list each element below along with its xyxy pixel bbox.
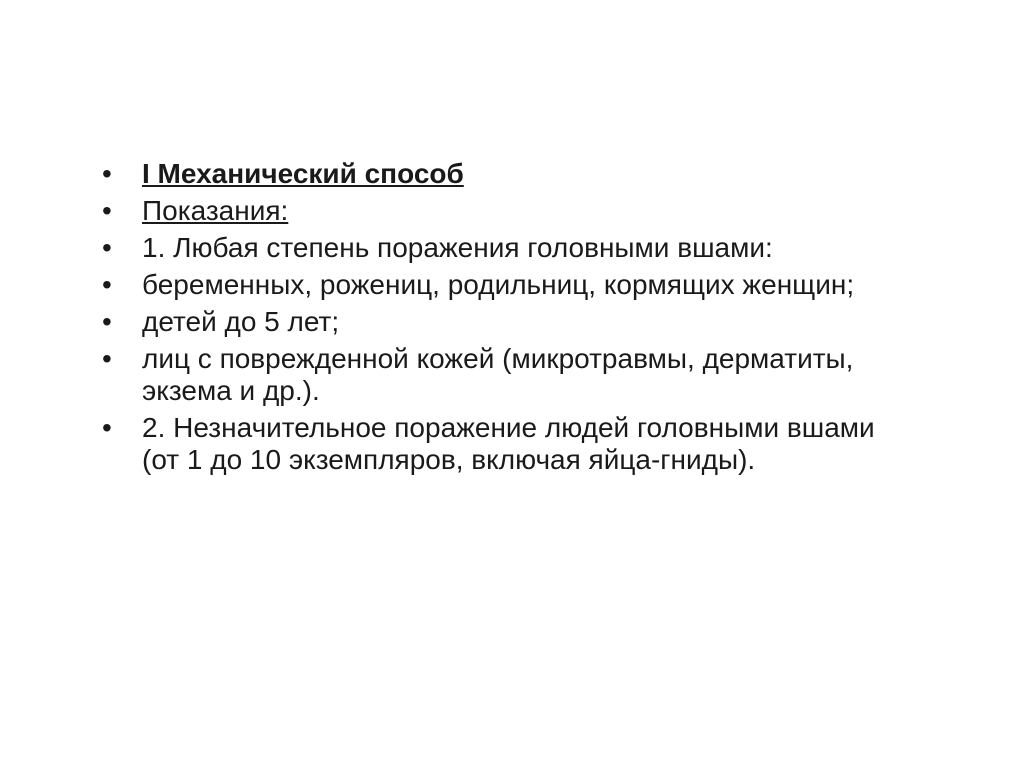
damaged-skin-text: лиц с поврежденной кожей (микротравмы, дерматиты, экзема и др.).: [142, 343, 854, 406]
bullet-item-indications-heading: [102, 195, 902, 227]
bullet-dot-icon: •: [102, 158, 112, 189]
bullet-item-damaged-skin: [102, 343, 902, 407]
bullet-item-children: [102, 306, 902, 338]
bullet-dot-icon: •: [102, 343, 112, 374]
bullet-item-pregnant-women: [102, 269, 902, 301]
bullet-dot-icon: •: [102, 412, 112, 443]
bullet-item-method-title: [102, 158, 902, 190]
bullet-dot-icon: •: [102, 306, 112, 337]
bullet-dot-icon: •: [102, 195, 112, 226]
indication-1-text: 1. Любая степень поражения головными вшами:: [142, 232, 773, 263]
bullet-item-indication-1: [102, 232, 902, 264]
pregnant-women-text: беременных, рожениц, родильниц, кормящих женщин;: [142, 269, 855, 300]
indications-heading: Показания:: [142, 195, 289, 226]
bullet-dot-icon: •: [102, 269, 112, 300]
indication-2-text: 2. Незначительное поражение людей головными вшами (от 1 до 10 экземпляров, включая яйца-гниды).: [142, 412, 875, 475]
method-title: I Механический способ: [142, 158, 464, 189]
bullet-item-indication-2: [102, 412, 902, 476]
bullet-dot-icon: •: [102, 232, 112, 263]
bullet-list: [102, 158, 902, 481]
children-text: детей до 5 лет;: [142, 306, 340, 337]
